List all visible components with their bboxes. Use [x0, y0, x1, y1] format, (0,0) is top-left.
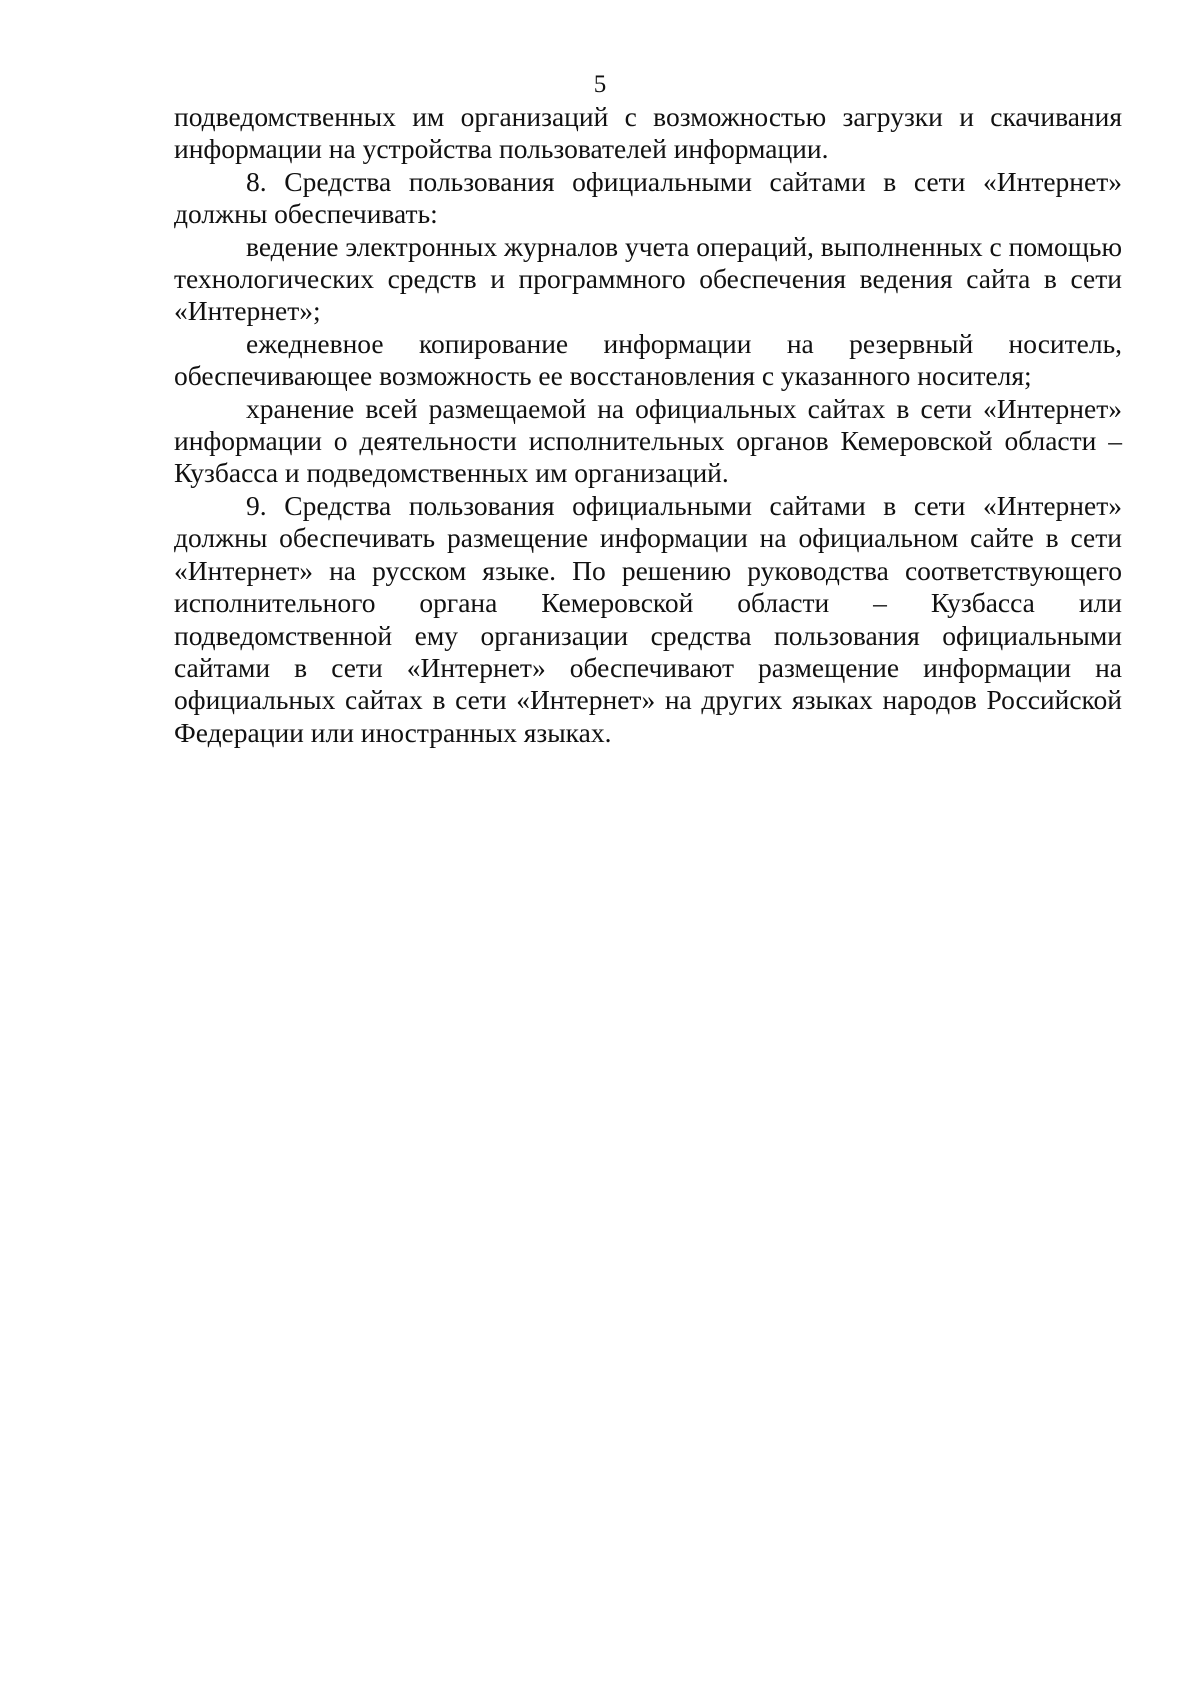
- paragraph-continuation: подведомственных им организаций с возможностью загрузки и скачивания информации на устройства пользователей информации.: [174, 101, 1122, 165]
- paragraph-storage: хранение всей размещаемой на официальных сайтах в сети «Интернет» информации о деятельности исполнительных органов Кемеровской области – Кузбасса и подведомственных им организаций.: [174, 392, 1122, 489]
- document-body: [174, 101, 1122, 749]
- page-number: 5: [593, 71, 607, 98]
- paragraph-daily-backup: ежедневное копирование информации на резервный носитель, обеспечивающее возможность ее восстановления с указанного носителя;: [174, 327, 1122, 392]
- paragraph-item-8: 8. Средства пользования официальными сайтами в сети «Интернет» должны обеспечивать:: [174, 165, 1122, 230]
- paragraph-item-9: 9. Средства пользования официальными сайтами в сети «Интернет» должны обеспечивать размещение информации на официальном сайте в сети «Интернет» на русском языке. По решению руководства соответствующего исполнительного органа Кемеровской области – Кузбасса или подведомственной ему организации средства пользования официальными сайтами в сети «Интернет» обеспечивают размещение информации на официальных сайтах в сети «Интернет» на других языках народов Российской Федерации или иностранных языках.: [174, 489, 1122, 748]
- paragraph-electronic-logs: ведение электронных журналов учета операций, выполненных с помощью технологических средств и программного обеспечения ведения сайта в сети «Интернет»;: [174, 230, 1122, 327]
